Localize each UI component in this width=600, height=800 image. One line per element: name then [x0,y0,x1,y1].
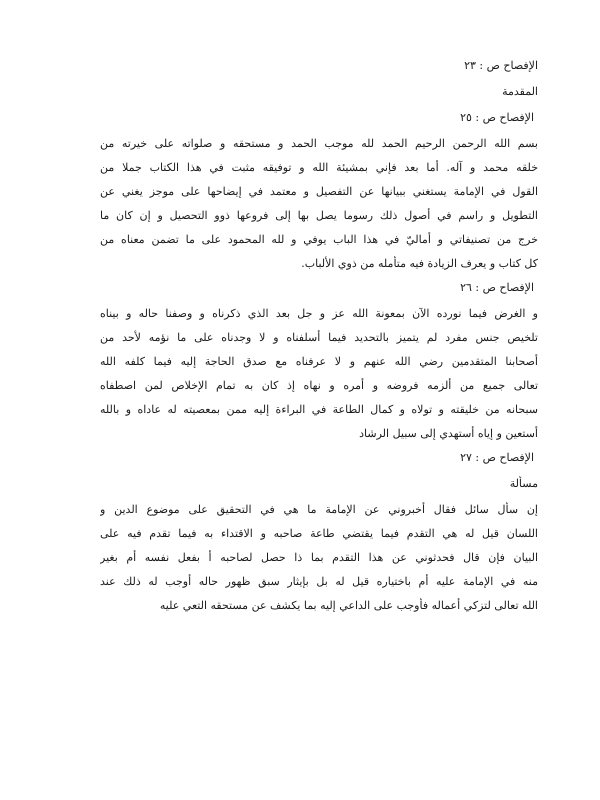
paragraph-line: و الغرض فيما نورده الآن بمعونة الله عز و جل بعد الذي ذكرناه و وصفنا حاله و بيناه [100,307,538,320]
paragraph-line: البيان فإن قال فحدثوني عن هذا التقدم بما ذا حصل لصاحبه أ بفعل نفسه أم بغير [100,551,538,564]
paragraph-line: منه في الإمامة عليه أم باختياره قيل له بل بإيثار سبق ظهور حاله أوجب له ذلك عند [100,575,538,588]
paragraph-line: الله تعالى لتزكي أعماله فأوجب على الداعي إليه بما يكشف عن مستحقه التعي عليه [159,599,538,612]
paragraph-line: كل كتاب و يعرف الزيادة فيه متأمله من ذوي الألباب. [301,257,538,270]
paragraph-line: التطويل و راسم في أصول ذلك رسوما يصل بها إلى فروعها ذوو التحصيل و إن كان ما [100,209,538,222]
paragraph [100,306,538,441]
paragraph-line: خلقه محمد و آله. أما بعد فإني بمشيئة الله و توفيقه مثبت في هذا الكتاب جملا من [100,161,538,174]
heading-text: الإفصاح ص : ٢٧ [460,451,534,464]
paragraph-line: أصحابنا المتقدمين رضي الله عنهم و لا عرفناه مع صدق الحاجة إليه فيما كلفه الله [100,355,538,368]
section-heading [100,84,538,99]
paragraph-line: بسم الله الرحمن الرحيم الحمد لله موجب الحمد و مستحقه و صلواته على خيرته من [100,137,538,150]
section-heading [100,476,538,491]
paragraph-line: سبحانه من خليقته و تولاه و كمال الطاعة في البراءة إليه ممن بمعصيته له عاداه و بالله [100,403,538,416]
section-heading [100,280,538,295]
paragraph-line: تلخيص جنس مفرد لم يتميز بالتحديد فيما أسلفناه و لا وجدناه على ما نؤمه لأحد من [100,331,538,344]
document-page [100,58,538,778]
heading-text: الإفصاح ص : ٢٦ [460,281,534,294]
paragraph-line: تعالى جميع من ألزمه فروضه و أمره و نهاه إذ كان به تمام الإخلاص لمن اصطفاه [100,379,538,392]
section-heading [100,58,538,73]
paragraph [100,502,538,613]
heading-text: الإفصاح ص : ٢٣ [464,59,538,72]
paragraph [100,136,538,271]
section-heading [100,450,538,465]
paragraph-line: القول في الإمامة يستغني ببيانها عن التفصيل و معتمد في إيضاحها على موجز يغني عن [100,185,538,198]
section-heading [100,110,538,125]
heading-text: المقدمة [502,85,538,98]
paragraph-line: اللسان قيل له هي التقدم فيما يقتضي طاعة صاحبه و الاقتداء به فيما تقدم فيه على [100,527,538,540]
heading-text: مسألة [509,477,538,490]
paragraph-line: أستعين و إياه أستهدي إلى سبيل الرشاد [359,427,538,440]
paragraph-line: خرج من تصنيفاتي و أماليّ في هذا الباب يوفي و لله المحمود على ما تضمن معناه من [100,233,538,246]
paragraph-line: إن سأل سائل فقال أخبروني عن الإمامة ما هي في التحقيق على موضوع الدين و [100,503,538,516]
heading-text: الإفصاح ص : ٢٥ [460,111,534,124]
